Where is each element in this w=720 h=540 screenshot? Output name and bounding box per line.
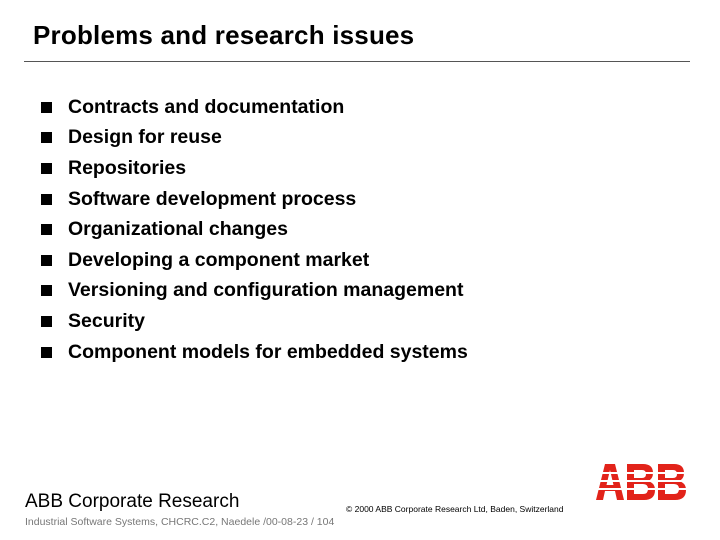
- bullet-text: Software development process: [68, 187, 357, 210]
- bullet-text: Versioning and configuration management: [68, 279, 464, 302]
- bullet-text: Repositories: [68, 156, 187, 179]
- square-bullet-icon: [41, 163, 52, 174]
- abb-logo: [594, 460, 690, 502]
- footer-organization: ABB Corporate Research: [25, 491, 240, 512]
- square-bullet-icon: [41, 347, 52, 358]
- list-item: [40, 276, 468, 307]
- list-item: [40, 153, 468, 184]
- list-item: [40, 184, 468, 215]
- square-bullet-icon: [41, 102, 52, 113]
- bullet-text: Contracts and documentation: [68, 95, 345, 118]
- footer-copyright: © 2000 ABB Corporate Research Ltd, Baden, Switzerland: [346, 504, 564, 514]
- list-item: [40, 92, 468, 123]
- slide-title: Problems and research issues: [33, 20, 415, 50]
- list-item: [40, 306, 468, 337]
- list-item: [40, 214, 468, 245]
- bullet-text: Security: [68, 309, 145, 332]
- square-bullet-icon: [41, 132, 52, 143]
- bullet-text: Developing a component market: [68, 248, 370, 271]
- list-item: [40, 123, 468, 154]
- square-bullet-icon: [41, 224, 52, 235]
- bullet-text: Design for reuse: [68, 126, 222, 149]
- square-bullet-icon: [41, 285, 52, 296]
- bullet-list: [40, 92, 468, 367]
- bullet-text: Component models for embedded systems: [68, 340, 468, 363]
- footer-subline: Industrial Software Systems, CHCRC.C2, Naedele /00-08-23 / 104: [25, 516, 335, 528]
- square-bullet-icon: [41, 316, 52, 327]
- list-item: [40, 245, 468, 276]
- title-divider: [24, 61, 690, 62]
- list-item: [40, 337, 468, 368]
- square-bullet-icon: [41, 194, 52, 205]
- bullet-text: Organizational changes: [68, 218, 288, 241]
- square-bullet-icon: [41, 255, 52, 266]
